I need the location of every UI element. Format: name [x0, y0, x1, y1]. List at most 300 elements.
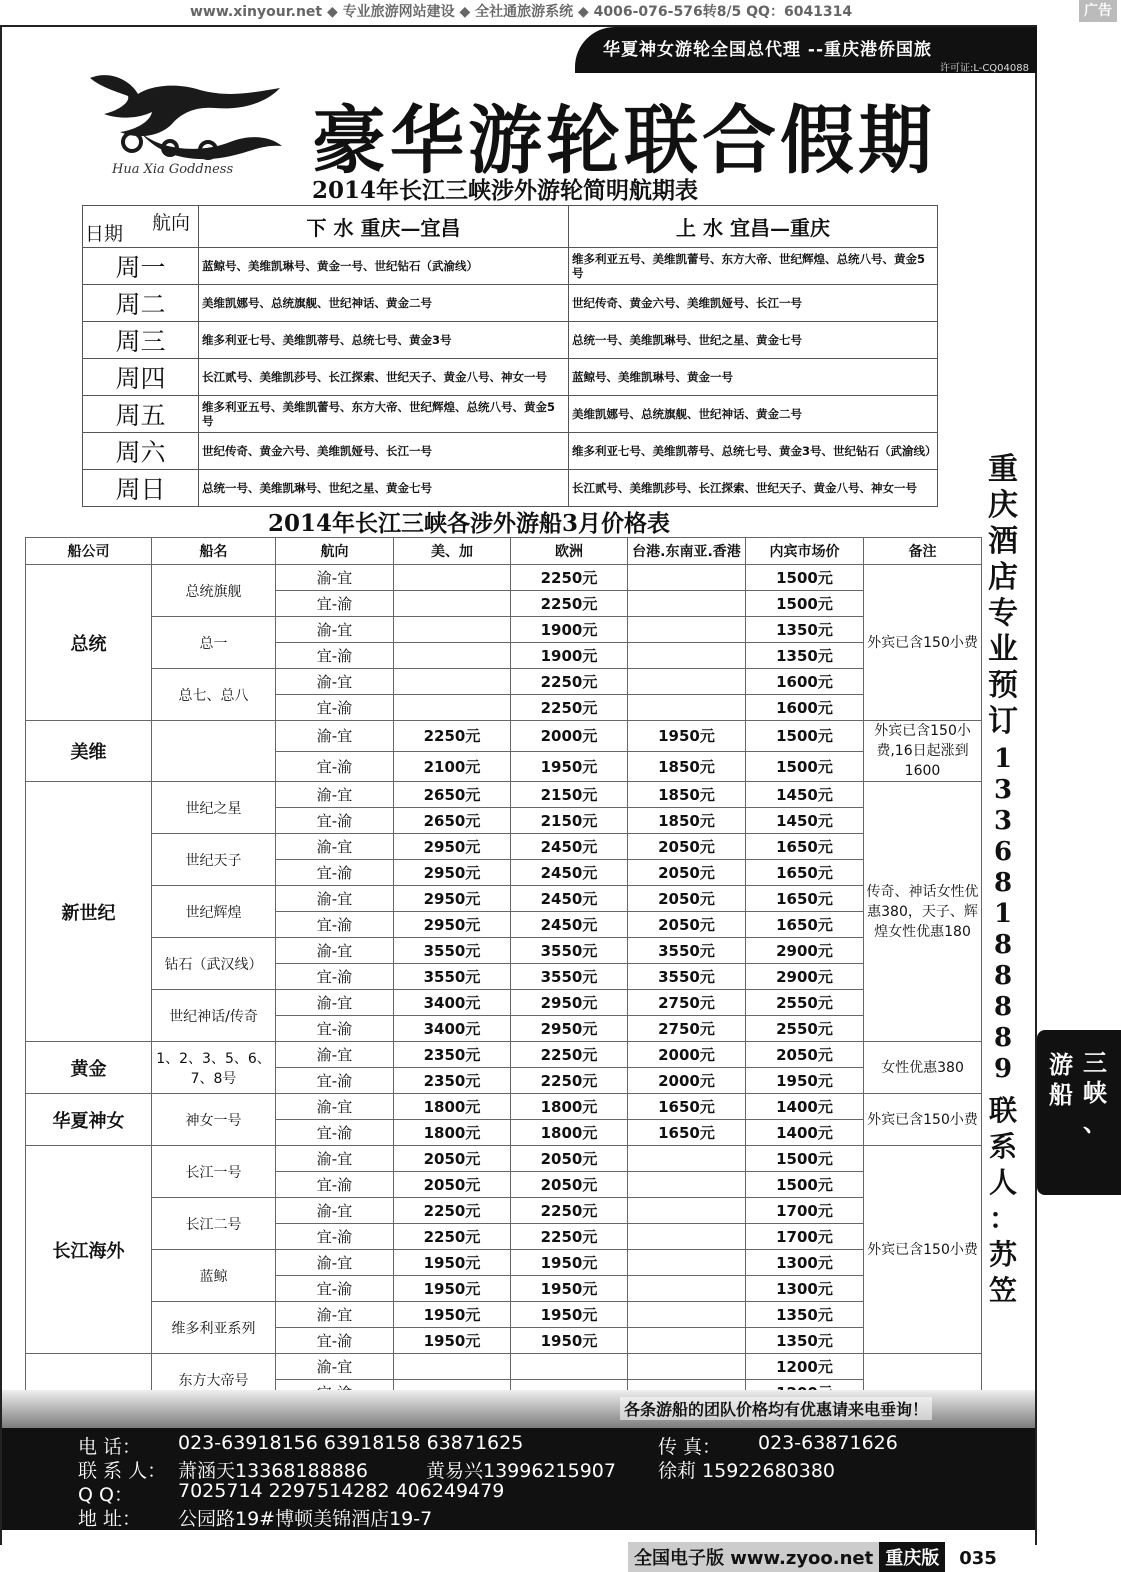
side-title-char: 酒: [988, 524, 1018, 559]
schedule-downstream-ships: 美维凯娜号、总统旗舰、世纪神话、黄金二号: [199, 285, 569, 322]
price-value: 2900元: [746, 964, 864, 990]
price-value: 1700元: [746, 1198, 864, 1224]
price-value: [394, 643, 511, 669]
price-value: 3550元: [394, 964, 511, 990]
price-value: 2250元: [511, 669, 628, 695]
price-value: 2250元: [394, 1224, 511, 1250]
schedule-day: 周三: [83, 322, 199, 359]
price-value: [628, 1224, 746, 1250]
route: 宜-渝: [276, 591, 394, 617]
price-value: 2450元: [511, 886, 628, 912]
price-value: 1200元: [746, 1354, 864, 1380]
schedule-row: [83, 433, 938, 470]
price-value: 2950元: [394, 886, 511, 912]
price-value: 1500元: [746, 1146, 864, 1172]
price-value: 1350元: [746, 643, 864, 669]
remark: 传奇、神话女性优惠380，天子、辉煌女性优惠180: [864, 782, 982, 1042]
price-value: 3550元: [628, 964, 746, 990]
tab-char: 峡: [1083, 1079, 1107, 1107]
schedule-row: [83, 322, 938, 359]
price-value: 1850元: [628, 808, 746, 834]
price-column-header: 船公司: [26, 538, 152, 565]
qq-numbers: 7025714 2297514282 406249479: [178, 1480, 505, 1502]
qq-label: Q Q：: [78, 1484, 133, 1506]
price-value: 2050元: [628, 834, 746, 860]
hotel-booking-phone: [985, 744, 1021, 1085]
price-value: 1500元: [746, 1172, 864, 1198]
ship-name: 维多利亚系列: [152, 1302, 276, 1354]
side-title-char: 预: [988, 668, 1018, 703]
price-value: 2950元: [511, 990, 628, 1016]
company-name: 黄金: [26, 1042, 152, 1094]
price-value: 2050元: [511, 1146, 628, 1172]
route: 渝-宜: [276, 938, 394, 964]
price-value: 1600元: [746, 669, 864, 695]
price-value: 2250元: [511, 695, 628, 721]
price-value: 1950元: [746, 1068, 864, 1094]
route: 渝-宜: [276, 834, 394, 860]
price-value: 2050元: [628, 886, 746, 912]
price-value: 2350元: [394, 1042, 511, 1068]
price-value: 3550元: [511, 964, 628, 990]
route: 渝-宜: [276, 1146, 394, 1172]
price-value: 2050元: [394, 1172, 511, 1198]
ship-name: 总七、总八: [152, 669, 276, 721]
site-label: 全国电子版 www.zyoo.net: [628, 1542, 879, 1572]
price-value: 3400元: [394, 990, 511, 1016]
price-value: 1650元: [746, 860, 864, 886]
price-row: [26, 834, 982, 860]
schedule-downstream-ships: 维多利亚七号、美维凯蒂号、总统七号、黄金3号: [199, 322, 569, 359]
ship-name: 世纪天子: [152, 834, 276, 886]
ship-name: 世纪之星: [152, 782, 276, 834]
hotel-booking-contact: [985, 1093, 1021, 1309]
price-value: 1500元: [746, 565, 864, 591]
goddess-logo: [80, 70, 290, 185]
tab-char: 、: [1083, 1109, 1107, 1137]
remark: 外宾已含150小费: [864, 1146, 982, 1354]
route: 宜-渝: [276, 695, 394, 721]
route: 宜-渝: [276, 1120, 394, 1146]
schedule-day: 周日: [83, 470, 199, 507]
price-row: [26, 1146, 982, 1172]
price-value: 2950元: [394, 912, 511, 938]
section-tab: [1037, 1030, 1121, 1195]
price-value: 2750元: [628, 990, 746, 1016]
side-phone-digit: 1: [993, 899, 1013, 929]
route: 渝-宜: [276, 886, 394, 912]
schedule-day: 周一: [83, 248, 199, 285]
logo-caption: Hua Xia Goddness: [112, 162, 234, 177]
price-value: 2250元: [511, 1068, 628, 1094]
price-value: 2550元: [746, 1016, 864, 1042]
side-title-char: 庆: [988, 488, 1018, 523]
schedule-header-row: [83, 206, 938, 248]
side-phone-digit: 3: [993, 806, 1013, 836]
tab-char: 船: [1049, 1081, 1073, 1109]
price-table-title: 2014年长江三峡各涉外游船3月价格表: [268, 510, 671, 537]
contact-person-1: 萧涵天13368188886: [178, 1460, 368, 1482]
price-column-header: 欧洲: [511, 538, 628, 565]
tel-label: 电 话：: [78, 1436, 142, 1458]
price-value: [628, 1276, 746, 1302]
price-value: 2050元: [628, 912, 746, 938]
fax-number: 023-63871626: [758, 1432, 898, 1454]
price-value: [394, 617, 511, 643]
price-value: [394, 1354, 511, 1380]
price-row: [26, 1302, 982, 1328]
contact-panel: [2, 1428, 1035, 1530]
price-value: 1800元: [394, 1094, 511, 1120]
price-column-header: 船名: [152, 538, 276, 565]
price-column-header: 备注: [864, 538, 982, 565]
route: 渝-宜: [276, 565, 394, 591]
side-phone-digit: 8: [993, 868, 1013, 898]
ship-name: 东方大帝号: [152, 1354, 276, 1406]
price-value: 2650元: [394, 782, 511, 808]
price-value: 2000元: [511, 721, 628, 752]
price-row: [26, 1042, 982, 1068]
price-value: [628, 1328, 746, 1354]
price-value: 1950元: [628, 721, 746, 752]
ship-name: 神女一号: [152, 1094, 276, 1146]
schedule-table: [82, 205, 938, 507]
price-value: [511, 1354, 628, 1380]
route: 渝-宜: [276, 990, 394, 1016]
side-contact-char: 联: [988, 1094, 1017, 1127]
price-value: 2250元: [394, 1198, 511, 1224]
schedule-day: 周六: [83, 433, 199, 470]
side-phone-digit: 3: [993, 775, 1013, 805]
price-value: 1350元: [746, 617, 864, 643]
price-value: 2100元: [394, 751, 511, 782]
remark: 外宾已含150小费: [864, 565, 982, 721]
price-value: [628, 1198, 746, 1224]
price-column-header: 美、加: [394, 538, 511, 565]
ship-name: 长江二号: [152, 1198, 276, 1250]
section-tab-line1: [1083, 1048, 1111, 1138]
price-value: 3550元: [511, 938, 628, 964]
schedule-upstream-ships: 美维凯娜号、总统旗舰、世纪神话、黄金二号: [569, 396, 938, 433]
agent-bar: [575, 27, 1037, 73]
price-value: 1450元: [746, 808, 864, 834]
section-tab-line2: [1049, 1050, 1077, 1110]
route: 渝-宜: [276, 782, 394, 808]
contact-person-3: 徐莉 15922680380: [658, 1460, 836, 1482]
price-value: 2950元: [511, 1016, 628, 1042]
route: 宜-渝: [276, 643, 394, 669]
schedule-upstream-ships: 世纪传奇、黄金六号、美维凯娅号、长江一号: [569, 285, 938, 322]
remark: 外宾已含150小费: [864, 1094, 982, 1146]
price-column-header: 台港.东南亚.香港: [628, 538, 746, 565]
price-value: 1900元: [511, 617, 628, 643]
price-value: 2250元: [511, 1198, 628, 1224]
price-value: 1650元: [746, 886, 864, 912]
route: 宜-渝: [276, 1328, 394, 1354]
price-row: [26, 1094, 982, 1120]
headline: 豪华游轮联合假期: [312, 98, 936, 184]
price-value: 1600元: [746, 695, 864, 721]
price-value: 1800元: [511, 1094, 628, 1120]
price-value: 1800元: [394, 1120, 511, 1146]
ship-name: 世纪辉煌: [152, 886, 276, 938]
price-value: 2050元: [628, 860, 746, 886]
schedule-upstream-ships: 维多利亚五号、美维凯蕾号、东方大帝、世纪辉煌、总统八号、黄金5号: [569, 248, 938, 285]
price-value: 1400元: [746, 1094, 864, 1120]
bottom-bar: [628, 1542, 997, 1568]
price-value: 2150元: [511, 782, 628, 808]
price-value: [628, 591, 746, 617]
price-value: [394, 591, 511, 617]
top-banner-text: www.xinyour.net ◆ 专业旅游网站建设 ◆ 全社通旅游系统 ◆ 4006-076-576转8/5 QQ：6041314: [190, 4, 853, 20]
price-value: 2550元: [746, 990, 864, 1016]
route: 宜-渝: [276, 1276, 394, 1302]
price-row: [26, 1250, 982, 1276]
price-value: 1650元: [628, 1094, 746, 1120]
hotel-booking-title: [985, 452, 1021, 740]
price-row: [26, 565, 982, 591]
ship-name: 总一: [152, 617, 276, 669]
price-value: 1400元: [746, 1120, 864, 1146]
route: 宜-渝: [276, 751, 394, 782]
ship-name: 1、2、3、5、6、7、8号: [152, 1042, 276, 1094]
route: 渝-宜: [276, 1094, 394, 1120]
price-value: 1500元: [746, 751, 864, 782]
tab-char: 游: [1049, 1051, 1073, 1079]
company-name: 长江海外: [26, 1146, 152, 1354]
price-value: 2050元: [511, 1172, 628, 1198]
price-value: 2000元: [628, 1042, 746, 1068]
ad-label: 广告: [1079, 0, 1117, 22]
price-value: 1700元: [746, 1224, 864, 1250]
route: 宜-渝: [276, 912, 394, 938]
schedule-upstream-ships: 总统一号、美维凯琳号、世纪之星、黄金七号: [569, 322, 938, 359]
side-contact-char: 系: [988, 1130, 1017, 1163]
price-value: [628, 643, 746, 669]
route: 宜-渝: [276, 1172, 394, 1198]
goddess-emblem-icon: [80, 70, 290, 162]
ship-name: 世纪神话/传奇: [152, 990, 276, 1042]
price-value: 2750元: [628, 1016, 746, 1042]
price-value: [628, 1172, 746, 1198]
price-value: 1850元: [628, 751, 746, 782]
contact-person-2: 黄易兴13996215907: [426, 1460, 616, 1482]
schedule-row: [83, 396, 938, 433]
price-value: 1950元: [511, 1302, 628, 1328]
price-value: 2150元: [511, 808, 628, 834]
price-value: [628, 1146, 746, 1172]
side-contact-char: 人: [988, 1166, 1017, 1199]
side-phone-digit: 6: [993, 837, 1013, 867]
price-value: 1650元: [746, 834, 864, 860]
price-column-header: 内宾市场价: [746, 538, 864, 565]
schedule-upstream-ships: 蓝鲸号、美维凯琳号、黄金一号: [569, 359, 938, 396]
price-row: [26, 938, 982, 964]
price-value: 1300元: [746, 1276, 864, 1302]
route: 宜-渝: [276, 964, 394, 990]
route: 渝-宜: [276, 721, 394, 752]
schedule-row: [83, 470, 938, 507]
side-phone-digit: 8: [993, 992, 1013, 1022]
side-phone-digit: 1: [993, 744, 1013, 774]
tel-numbers: 023-63918156 63918158 63871625: [178, 1432, 524, 1454]
schedule-upstream-ships: 维多利亚七号、美维凯蒂号、总统七号、黄金3号、世纪钻石（武渝线）: [569, 433, 938, 470]
price-value: 2450元: [511, 912, 628, 938]
remark: 外宾已含150小费,16日起涨到1600: [864, 721, 982, 782]
side-title-char: 订: [988, 704, 1018, 739]
ship-name: [152, 721, 276, 782]
price-value: 2450元: [511, 834, 628, 860]
corner-date-label: 日期: [85, 223, 124, 245]
price-value: 1950元: [394, 1250, 511, 1276]
price-row: [26, 886, 982, 912]
price-value: [394, 695, 511, 721]
price-value: 1950元: [511, 751, 628, 782]
page-number: 035: [959, 1548, 997, 1569]
schedule-row: [83, 248, 938, 285]
price-value: 2900元: [746, 938, 864, 964]
top-banner: [0, 0, 1121, 22]
route: 渝-宜: [276, 617, 394, 643]
price-row: [26, 617, 982, 643]
price-value: 1900元: [511, 643, 628, 669]
price-row: [26, 1198, 982, 1224]
side-title-char: 重: [988, 452, 1018, 487]
route: 宜-渝: [276, 860, 394, 886]
corner-direction-label: 航向: [151, 212, 190, 234]
schedule-title: 2014年长江三峡涉外游轮简明航期表: [312, 177, 699, 204]
price-value: 1500元: [746, 591, 864, 617]
ship-name: 总统旗舰: [152, 565, 276, 617]
price-value: 1950元: [511, 1250, 628, 1276]
schedule-upstream-ships: 长江贰号、美维凯莎号、长江探索、世纪天子、黄金八号、神女一号: [569, 470, 938, 507]
side-phone-digit: 9: [993, 1054, 1013, 1084]
group-discount-note: 各条游船的团队价格均有优惠请来电垂询！: [620, 1397, 932, 1420]
side-phone-digit: 8: [993, 961, 1013, 991]
price-value: 1850元: [628, 782, 746, 808]
price-value: [628, 1302, 746, 1328]
price-value: 1950元: [511, 1328, 628, 1354]
price-value: 1300元: [746, 1250, 864, 1276]
price-value: 2250元: [511, 565, 628, 591]
schedule-downstream-ships: 蓝鲸号、美维凯琳号、黄金一号、世纪钻石（武渝线）: [199, 248, 569, 285]
price-row: [26, 721, 982, 752]
price-value: [628, 669, 746, 695]
price-value: 1800元: [511, 1120, 628, 1146]
price-value: 1350元: [746, 1302, 864, 1328]
price-value: 1950元: [394, 1276, 511, 1302]
price-value: 2000元: [628, 1068, 746, 1094]
price-value: 1650元: [746, 912, 864, 938]
side-title-char: 专: [988, 596, 1018, 631]
side-contact-char: 苏: [988, 1238, 1017, 1271]
price-value: 2650元: [394, 808, 511, 834]
price-value: 2250元: [511, 591, 628, 617]
price-value: 1950元: [511, 1276, 628, 1302]
price-row: [26, 669, 982, 695]
price-value: 2250元: [394, 721, 511, 752]
side-title-char: 业: [988, 632, 1018, 667]
route: 渝-宜: [276, 1250, 394, 1276]
license-number: 许可证:L-CQ04088: [939, 63, 1029, 74]
route: 渝-宜: [276, 1042, 394, 1068]
route: 渝-宜: [276, 1354, 394, 1380]
schedule-row: [83, 285, 938, 322]
price-value: 2050元: [394, 1146, 511, 1172]
remark: 女性优惠380: [864, 1042, 982, 1094]
price-value: [628, 1250, 746, 1276]
price-column-header: 航向: [276, 538, 394, 565]
schedule-downstream-ships: 总统一号、美维凯琳号、世纪之星、黄金七号: [199, 470, 569, 507]
ship-name: 长江一号: [152, 1146, 276, 1198]
route: 宜-渝: [276, 1016, 394, 1042]
price-value: 1650元: [628, 1120, 746, 1146]
side-phone-digit: 8: [993, 1023, 1013, 1053]
side-contact-char: ：: [988, 1202, 1017, 1235]
schedule-downstream-ships: 维多利亚五号、美维凯蕾号、东方大帝、世纪辉煌、总统八号、黄金5号: [199, 396, 569, 433]
side-phone-digit: 8: [993, 930, 1013, 960]
route: 渝-宜: [276, 1302, 394, 1328]
schedule-corner: [83, 206, 199, 248]
price-value: 1450元: [746, 782, 864, 808]
price-value: 1500元: [746, 721, 864, 752]
price-value: [628, 695, 746, 721]
price-value: 2250元: [511, 1042, 628, 1068]
side-contact-char: 笠: [988, 1274, 1017, 1307]
price-value: 2450元: [511, 860, 628, 886]
price-value: [628, 1354, 746, 1380]
price-row: [26, 990, 982, 1016]
price-value: [628, 617, 746, 643]
hotel-booking-column: [985, 452, 1021, 1309]
price-value: [394, 669, 511, 695]
downstream-header: 下 水 重庆—宜昌: [199, 206, 569, 248]
address-label: 地 址：: [78, 1508, 142, 1530]
price-value: 2050元: [746, 1042, 864, 1068]
price-value: 1950元: [394, 1328, 511, 1354]
price-value: [394, 565, 511, 591]
schedule-downstream-ships: 世纪传奇、黄金六号、美维凯娅号、长江一号: [199, 433, 569, 470]
price-value: 1950元: [394, 1302, 511, 1328]
company-name: 华夏神女: [26, 1094, 152, 1146]
price-row: [26, 782, 982, 808]
fax-label: 传 真：: [658, 1436, 722, 1458]
price-value: 2350元: [394, 1068, 511, 1094]
price-value: 3550元: [394, 938, 511, 964]
price-value: 2950元: [394, 860, 511, 886]
price-row: [26, 1354, 982, 1380]
route: 宜-渝: [276, 1224, 394, 1250]
company-name: 新世纪: [26, 782, 152, 1042]
route: 宜-渝: [276, 1068, 394, 1094]
schedule-day: 周五: [83, 396, 199, 433]
price-table: [25, 537, 982, 1406]
address-text: 公园路19#博顿美锦酒店19-7: [178, 1508, 433, 1530]
route: 渝-宜: [276, 669, 394, 695]
schedule-row: [83, 359, 938, 396]
upstream-header: 上 水 宜昌—重庆: [569, 206, 938, 248]
price-value: 3400元: [394, 1016, 511, 1042]
price-value: 1350元: [746, 1328, 864, 1354]
price-value: [628, 565, 746, 591]
route: 渝-宜: [276, 1198, 394, 1224]
route: 宜-渝: [276, 808, 394, 834]
price-value: 2950元: [394, 834, 511, 860]
side-title-char: 店: [988, 560, 1018, 595]
tab-char: 三: [1083, 1049, 1107, 1077]
price-value: 2250元: [511, 1224, 628, 1250]
schedule-day: 周四: [83, 359, 199, 396]
